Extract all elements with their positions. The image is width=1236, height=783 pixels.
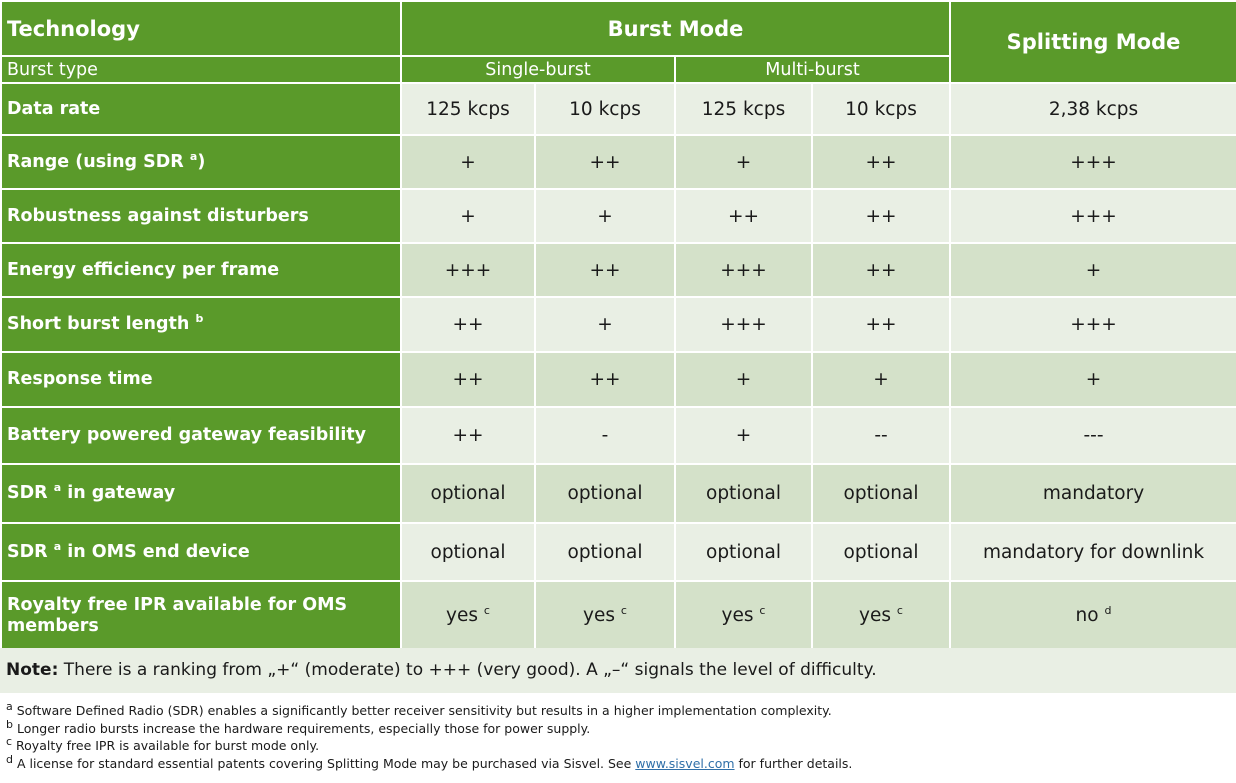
sisvel-link[interactable]: www.sisvel.com	[635, 756, 735, 771]
cell-value: +++	[1070, 151, 1117, 173]
row-label	[1, 407, 401, 464]
table-row	[1, 135, 1236, 189]
table-row	[1, 581, 1236, 650]
cell-value: mandatory for downlink	[982, 541, 1205, 563]
cell-value: +	[460, 151, 476, 173]
table-cell	[401, 581, 535, 650]
cell-value: ++	[865, 259, 897, 281]
cell-value: +	[735, 151, 752, 173]
cell-value: +	[735, 425, 752, 446]
table-cell	[950, 464, 1236, 523]
cell-footnote-mark: c	[483, 603, 490, 617]
table-cell	[812, 243, 950, 297]
header-technology: Technology	[1, 1, 401, 56]
cell-value: ++	[452, 314, 484, 335]
header-splitting-mode: Splitting Mode	[950, 1, 1236, 83]
table-cell	[675, 135, 812, 189]
row-label-text: Energy efficiency per frame	[7, 259, 280, 280]
cell-value: optional	[567, 483, 643, 504]
table-cell	[812, 407, 950, 464]
row-label-suffix: in gateway	[61, 483, 176, 503]
table-cell	[812, 135, 950, 189]
footnote-b	[6, 717, 591, 736]
table-row	[1, 464, 1236, 523]
table-cell	[812, 464, 950, 523]
cell-value: mandatory	[1042, 483, 1145, 504]
row-label-footnote-mark: a	[189, 149, 198, 163]
row-label-text: Royalty free IPR available for OMS members	[7, 594, 348, 636]
table-cell	[535, 297, 675, 352]
row-label-text: Data rate	[7, 98, 101, 119]
header-multi-burst: Multi-burst	[675, 56, 950, 83]
cell-value: +++	[1070, 314, 1117, 335]
row-label	[1, 83, 401, 135]
table-cell	[535, 243, 675, 297]
footnote-b-mark: b	[6, 717, 13, 731]
table-cell	[535, 352, 675, 407]
cell-value: 10 kcps	[845, 98, 917, 120]
row-label-text: Battery powered gateway feasibility	[7, 425, 367, 445]
cell-value: +++	[720, 314, 767, 335]
table-row	[1, 297, 1236, 352]
cell-value: yes	[859, 605, 892, 626]
header-burst-mode: Burst Mode	[401, 1, 950, 56]
cell-value: +	[460, 205, 476, 227]
footnote-a	[6, 699, 832, 718]
cell-value: +	[873, 369, 889, 390]
cell-value: 125 kcps	[426, 98, 510, 120]
cell-value: ++	[727, 205, 759, 227]
cell-value: optional	[843, 483, 919, 504]
cell-value: 2,38 kcps	[1048, 98, 1139, 120]
note	[0, 648, 1236, 693]
row-label-text: Robustness against disturbers	[7, 205, 309, 226]
cell-value: ++	[589, 259, 621, 281]
table-cell	[401, 297, 535, 352]
table-cell	[812, 297, 950, 352]
footnote-d-text: A license for standard essential patents covering Splitting Mode may be purchased via Sisvel. See	[12, 756, 636, 771]
row-label	[1, 581, 401, 650]
row-label	[1, 297, 401, 352]
footnote-d-after: for further details.	[734, 756, 853, 771]
row-label-text: Response time	[7, 369, 153, 389]
cell-value: +++	[1070, 205, 1117, 227]
table-cell	[401, 464, 535, 523]
cell-value: optional	[430, 483, 506, 504]
cell-value: +	[597, 314, 613, 335]
footnote-a-mark: a	[6, 699, 13, 713]
cell-value: optional	[843, 541, 919, 563]
row-label	[1, 464, 401, 523]
cell-value: +++	[444, 259, 492, 281]
table-cell	[812, 352, 950, 407]
row-label-text: SDR	[7, 483, 54, 503]
footnote-c	[6, 734, 320, 753]
cell-value: ---	[1083, 425, 1104, 446]
cell-value: ++	[589, 151, 621, 173]
cell-value: ++	[865, 314, 897, 335]
table-cell	[675, 189, 812, 243]
table-cell	[535, 135, 675, 189]
table-cell	[675, 523, 812, 581]
cell-value: +	[735, 369, 752, 390]
cell-value: +	[1085, 259, 1102, 281]
table-cell	[950, 189, 1236, 243]
cell-value: --	[874, 425, 888, 446]
table-cell	[401, 243, 535, 297]
table-cell	[535, 581, 675, 650]
table-cell	[675, 83, 812, 135]
row-label-suffix: in OMS end device	[61, 541, 250, 562]
table-cell	[535, 464, 675, 523]
cell-value: ++	[865, 151, 897, 173]
table-cell	[950, 83, 1236, 135]
cell-value: optional	[430, 541, 506, 563]
table-cell	[675, 243, 812, 297]
table-cell	[401, 189, 535, 243]
footnote-b-text: Longer radio bursts increase the hardware requirements, especially those for power supply.	[12, 721, 591, 736]
footnote-d-mark: d	[6, 752, 13, 766]
table-cell	[950, 352, 1236, 407]
footnote-c-text: Royalty free IPR is available for burst mode only.	[12, 738, 320, 753]
table-cell	[535, 407, 675, 464]
table-cell	[401, 352, 535, 407]
table-cell	[675, 297, 812, 352]
cell-footnote-mark: c	[759, 603, 766, 617]
row-label-text: SDR	[7, 541, 54, 562]
table-cell	[401, 83, 535, 135]
table-cell	[812, 523, 950, 581]
cell-value: ++	[865, 205, 897, 227]
table-cell	[401, 407, 535, 464]
row-label	[1, 189, 401, 243]
row-label-footnote-mark: b	[195, 312, 204, 326]
table-cell	[950, 581, 1236, 650]
table-cell	[950, 407, 1236, 464]
footnote-d	[6, 752, 853, 771]
row-label	[1, 352, 401, 407]
table-row	[1, 523, 1236, 581]
table-cell	[535, 523, 675, 581]
cell-value: ++	[589, 369, 621, 390]
cell-footnote-mark: d	[1104, 603, 1112, 617]
table-cell	[675, 581, 812, 650]
cell-value: 10 kcps	[569, 98, 641, 120]
table-row	[1, 407, 1236, 464]
table-row	[1, 189, 1236, 243]
table-cell	[950, 297, 1236, 352]
table-cell	[401, 523, 535, 581]
cell-footnote-mark: c	[896, 603, 903, 617]
table-cell	[950, 243, 1236, 297]
note-text: There is a ranking from „+“ (moderate) to +++ (very good). A „–“ signals the level of difficulty.	[58, 660, 877, 680]
row-label-text: Range (using SDR	[7, 151, 190, 172]
header-burst-type: Burst type	[1, 56, 401, 83]
table-cell	[950, 523, 1236, 581]
table-cell	[675, 407, 812, 464]
table-cell	[950, 135, 1236, 189]
row-label	[1, 243, 401, 297]
cell-value: no	[1075, 605, 1099, 626]
cell-value: yes	[583, 605, 615, 626]
cell-value: +++	[720, 259, 767, 281]
row-label-footnote-mark: a	[53, 539, 62, 553]
row-label	[1, 135, 401, 189]
table-cell	[812, 581, 950, 650]
cell-value: ++	[452, 369, 484, 390]
cell-value: ++	[452, 425, 484, 446]
table-row	[1, 243, 1236, 297]
row-label	[1, 523, 401, 581]
table-row	[1, 83, 1236, 135]
table-cell	[535, 189, 675, 243]
row-label-footnote-mark: a	[53, 481, 62, 495]
table-row	[1, 352, 1236, 407]
cell-value: +	[597, 205, 613, 227]
cell-value: -	[601, 425, 609, 446]
cell-value: yes	[721, 605, 754, 626]
table-cell	[812, 83, 950, 135]
cell-value: optional	[706, 483, 781, 504]
header-single-burst: Single-burst	[401, 56, 675, 83]
table-cell	[401, 135, 535, 189]
table-cell	[675, 464, 812, 523]
note-label: Note:	[6, 660, 59, 680]
table-cell	[675, 352, 812, 407]
footnote-c-mark: c	[6, 734, 13, 748]
cell-value: +	[1085, 369, 1102, 390]
footnote-a-text: Software Defined Radio (SDR) enables a significantly better receiver sensitivity but results in a higher implementation complexity.	[12, 703, 832, 718]
table-cell	[535, 83, 675, 135]
row-label-text: Short burst length	[7, 314, 196, 334]
table-cell	[812, 189, 950, 243]
cell-value: yes	[446, 605, 478, 626]
cell-value: optional	[706, 541, 781, 563]
cell-footnote-mark: c	[620, 603, 627, 617]
row-label-suffix: )	[197, 151, 206, 172]
cell-value: optional	[567, 541, 643, 563]
cell-value: 125 kcps	[701, 98, 786, 120]
